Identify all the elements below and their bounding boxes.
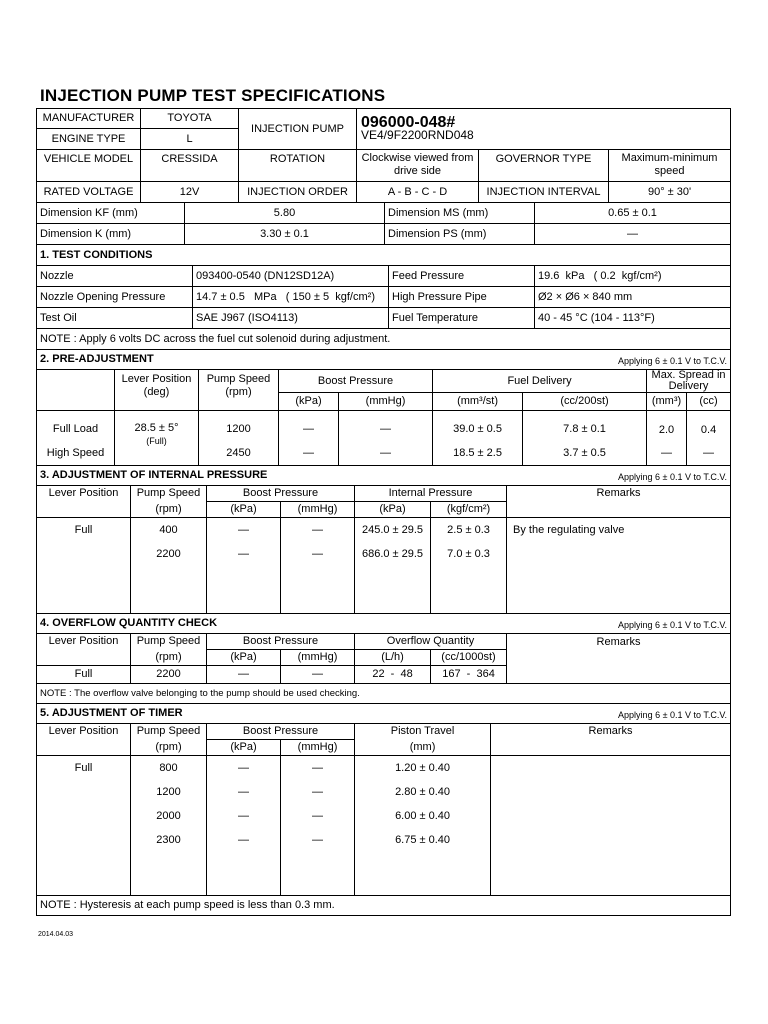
rotation-label: ROTATION (239, 150, 357, 182)
tm-unit-mmhg: (mmHg) (281, 740, 355, 756)
injection-pump-label: INJECTION PUMP (239, 109, 357, 150)
tm-speed-value: 800 (159, 762, 178, 774)
pre-row-name: High Speed (46, 447, 105, 459)
pre-speed-value: 2450 (226, 447, 251, 459)
pre-unit-mm3: (mm³) (647, 393, 687, 411)
timer-heading: 5. ADJUSTMENT OF TIMER (37, 704, 355, 724)
ip-ipkpa-value: 245.0 ± 29.5 (361, 524, 424, 536)
injection-order-label: INJECTION ORDER (239, 182, 357, 203)
overflow-note: NOTE : The overflow valve belonging to the pump should be used checking. (37, 684, 731, 704)
page-title: INJECTION PUMP TEST SPECIFICATIONS (40, 86, 386, 105)
tm-mmhg-value: — (312, 834, 324, 846)
ip-ipkgf-value: 2.5 ± 0.3 (447, 524, 490, 536)
tm-travel-value: 1.20 ± 0.40 (395, 762, 451, 774)
tm-unit-rpm: (rpm) (131, 740, 207, 756)
timer-table (36, 703, 731, 916)
ip-ipkpa-cell (355, 518, 431, 614)
test-conditions-note: NOTE : Apply 6 volts DC across the fuel cut solenoid during adjustment. (37, 329, 731, 350)
ip-lever-unit-blank (37, 502, 131, 518)
dim-k-value: 3.30 ± 0.1 (185, 224, 385, 245)
pre-mmhg-value: — (380, 423, 392, 435)
tm-mmhg-value: — (312, 810, 324, 822)
of-unit-lh: (L/h) (355, 650, 431, 666)
internal-pressure-table (36, 465, 731, 614)
header-table (36, 108, 731, 203)
rated-voltage-value: 12V (141, 182, 239, 203)
pre-mmhg-value: — (380, 447, 392, 459)
overflow-heading: 4. OVERFLOW QUANTITY CHECK (37, 614, 431, 634)
pre-adjustment-applying: Applying 6 ± 0.1 V to T.C.V. (433, 350, 731, 370)
of-unit-kpa: (kPa) (207, 650, 281, 666)
pre-kpa-value: — (303, 423, 314, 435)
vehicle-model-value: CRESSIDA (141, 150, 239, 182)
overflow-applying: Applying 6 ± 0.1 V to T.C.V. (431, 614, 731, 634)
pre-cc200-cell (523, 411, 647, 466)
tm-kpa-value: — (238, 834, 249, 846)
of-cc1000-value: 167 - 364 (431, 666, 507, 684)
injection-order-value: A - B - C - D (357, 182, 479, 203)
ip-boost-header: Boost Pressure (207, 486, 355, 502)
of-remarks-header: Remarks (507, 634, 731, 684)
pre-cc-cell (687, 411, 731, 466)
pre-cc200-value: 7.8 ± 0.1 (563, 423, 606, 435)
ip-internal-header: Internal Pressure (355, 486, 507, 502)
tm-travel-value: 6.75 ± 0.40 (395, 834, 451, 846)
pre-kpa-cell (279, 411, 339, 466)
pre-cc200-value: 3.7 ± 0.5 (563, 447, 606, 459)
dim-ms-value: 0.65 ± 0.1 (535, 203, 731, 224)
tm-mmhg-cell (281, 756, 355, 896)
ip-speed-value: 400 (159, 524, 178, 536)
nozzle-label: Nozzle (37, 266, 193, 287)
ip-ipkgf-value: 7.0 ± 0.3 (447, 548, 490, 560)
tm-kpa-value: — (238, 762, 249, 774)
test-oil-label: Test Oil (37, 308, 193, 329)
ip-lever-header: Lever Position (37, 486, 131, 502)
pre-unit-mm3st: (mm³/st) (433, 393, 523, 411)
nozzle-opening-label: Nozzle Opening Pressure (37, 287, 193, 308)
pre-lever-header: Lever Position (deg) (115, 370, 199, 411)
rated-voltage-label: RATED VOLTAGE (37, 182, 141, 203)
ip-speed-value: 2200 (156, 548, 181, 560)
pre-mm3-value: — (661, 447, 673, 459)
internal-pressure-applying: Applying 6 ± 0.1 V to T.C.V. (431, 466, 731, 486)
dim-ms-label: Dimension MS (mm) (385, 203, 535, 224)
ip-ipkgf-cell (431, 518, 507, 614)
ip-ipkpa-value: 686.0 ± 29.5 (361, 548, 424, 560)
tm-remarks-unit-blank (491, 740, 731, 756)
tm-travel-value: 2.80 ± 0.40 (395, 786, 451, 798)
tm-travel-cell (355, 756, 491, 896)
pre-spread-header: Max. Spread in Delivery (647, 370, 731, 393)
pump-number: 096000-048# (361, 114, 456, 131)
of-lever-header: Lever Position (37, 634, 131, 650)
pre-adjustment-table (36, 349, 731, 466)
ip-kpa-value: — (238, 548, 249, 560)
pre-cc-value: — (703, 447, 715, 459)
tm-speed-header: Pump Speed (131, 724, 207, 740)
test-conditions-heading: 1. TEST CONDITIONS (37, 245, 731, 266)
tm-speed-cell (131, 756, 207, 896)
ip-remarks-unit-blank (507, 502, 731, 518)
ip-kpa-cell (207, 518, 281, 614)
ip-kpa-value: — (238, 524, 249, 536)
nozzle-opening-value: 14.7 ± 0.5 MPa ( 150 ± 5 kgf/cm²) (193, 287, 389, 308)
pre-mm3st-value: 18.5 ± 2.5 (453, 447, 502, 459)
ip-remarks-value: By the regulating valve (513, 524, 625, 536)
pump-model: VE4/9F2200RND048 (361, 128, 474, 142)
governor-type-value: Maximum-minimum speed (609, 150, 731, 182)
spec-table (36, 108, 730, 916)
dim-kf-value: 5.80 (185, 203, 385, 224)
tm-mmhg-value: — (312, 786, 324, 798)
tm-mmhg-value: — (312, 762, 324, 774)
of-speed-value: 2200 (131, 666, 207, 684)
of-speed-header: Pump Speed (131, 634, 207, 650)
pre-unit-mmhg: (mmHg) (339, 393, 433, 411)
hp-pipe-label: High Pressure Pipe (389, 287, 535, 308)
document-date: 2014.04.03 (38, 931, 74, 938)
pre-cc-value: 0.4 (700, 424, 717, 436)
tm-lever-header: Lever Position (37, 724, 131, 740)
governor-type-label: GOVERNOR TYPE (479, 150, 609, 182)
manufacturer-label: MANUFACTURER (37, 109, 141, 129)
tm-kpa-cell (207, 756, 281, 896)
pre-mm3st-value: 39.0 ± 0.5 (453, 423, 502, 435)
manufacturer-value: TOYOTA (141, 109, 239, 129)
timer-applying: Applying 6 ± 0.1 V to T.C.V. (355, 704, 731, 724)
tm-lever-value: Full (37, 756, 131, 896)
pre-unit-cc: (cc) (687, 393, 731, 411)
of-unit-rpm: (rpm) (131, 650, 207, 666)
of-boost-header: Boost Pressure (207, 634, 355, 650)
tm-boost-header: Boost Pressure (207, 724, 355, 740)
tm-speed-value: 1200 (156, 786, 181, 798)
tm-kpa-value: — (238, 786, 249, 798)
tm-remarks-cell (491, 756, 731, 896)
of-kpa-value: — (207, 666, 281, 684)
pre-mmhg-cell (339, 411, 433, 466)
tm-remarks-header: Remarks (491, 724, 731, 740)
test-oil-value: SAE J967 (ISO4113) (193, 308, 389, 329)
fuel-temp-value: 40 - 45 °C (104 - 113°F) (535, 308, 731, 329)
tm-kpa-value: — (238, 810, 249, 822)
ip-mmhg-cell (281, 518, 355, 614)
rotation-value: Clockwise viewed from drive side (357, 150, 479, 182)
ip-unit-mmhg: (mmHg) (281, 502, 355, 518)
pre-blank-header (37, 370, 115, 411)
dimensions-table (36, 202, 731, 245)
pre-fuel-header: Fuel Delivery (433, 370, 647, 393)
timer-note: NOTE : Hysteresis at each pump speed is less than 0.3 mm. (37, 896, 731, 916)
tm-piston-header: Piston Travel (355, 724, 491, 740)
pre-unit-cc200: (cc/200st) (523, 393, 647, 411)
ip-remarks-value (513, 542, 727, 566)
injection-interval-label: INJECTION INTERVAL (479, 182, 609, 203)
nozzle-value: 093400-0540 (DN12SD12A) (193, 266, 389, 287)
pre-unit-kpa: (kPa) (279, 393, 339, 411)
pre-mm3-value: 2.0 (658, 424, 675, 436)
of-lh-value: 22 - 48 (355, 666, 431, 684)
ip-unit-kpa2: (kPa) (355, 502, 431, 518)
overflow-table (36, 613, 731, 704)
ip-unit-kpa: (kPa) (207, 502, 281, 518)
hp-pipe-value: Ø2 × Ø6 × 840 mm (535, 287, 731, 308)
pre-row-names (37, 411, 115, 466)
pre-adjustment-heading: 2. PRE-ADJUSTMENT (37, 350, 433, 370)
engine-type-value: L (141, 129, 239, 150)
engine-type-label: ENGINE TYPE (37, 129, 141, 150)
pre-mm3-cell (647, 411, 687, 466)
test-conditions-table (36, 244, 731, 350)
pre-lever-cell (115, 411, 199, 466)
tm-unit-kpa: (kPa) (207, 740, 281, 756)
pre-lever-sub: (Full) (146, 436, 167, 446)
tm-lever-unit-blank (37, 740, 131, 756)
ip-mmhg-value: — (312, 524, 323, 536)
ip-mmhg-value: — (312, 548, 323, 560)
tm-travel-value: 6.00 ± 0.40 (395, 810, 451, 822)
dim-kf-label: Dimension KF (mm) (37, 203, 185, 224)
pre-speed-value: 1200 (226, 423, 251, 435)
pre-boost-header: Boost Pressure (279, 370, 433, 393)
of-unit-mmhg: (mmHg) (281, 650, 355, 666)
ip-unit-rpm: (rpm) (131, 502, 207, 518)
vehicle-model-label: VEHICLE MODEL (37, 150, 141, 182)
pre-speed-header: Pump Speed (rpm) (199, 370, 279, 411)
pre-row-name: Full Load (52, 423, 99, 435)
of-lever-unit-blank (37, 650, 131, 666)
tm-speed-value: 2000 (156, 810, 181, 822)
of-lever-value: Full (37, 666, 131, 684)
pump-id-cell (357, 109, 731, 150)
of-unit-cc1000: (cc/1000st) (431, 650, 507, 666)
injection-interval-value: 90° ± 30' (609, 182, 731, 203)
ip-speed-cell (131, 518, 207, 614)
dim-k-label: Dimension K (mm) (37, 224, 185, 245)
tm-unit-mm: (mm) (355, 740, 491, 756)
dim-ps-label: Dimension PS (mm) (385, 224, 535, 245)
feed-pressure-label: Feed Pressure (389, 266, 535, 287)
ip-unit-kgf: (kgf/cm²) (431, 502, 507, 518)
pre-mm3st-cell (433, 411, 523, 466)
dim-ps-value: — (535, 224, 731, 245)
of-overflow-header: Overflow Quantity (355, 634, 507, 650)
pre-kpa-value: — (303, 447, 314, 459)
ip-lever-value: Full (37, 518, 131, 614)
internal-pressure-heading: 3. ADJUSTMENT OF INTERNAL PRESSURE (37, 466, 431, 486)
ip-remarks-header: Remarks (507, 486, 731, 502)
ip-remarks-cell (507, 518, 731, 614)
pre-lever-value: 28.5 ± 5° (134, 422, 179, 434)
feed-pressure-value: 19.6 kPa ( 0.2 kgf/cm²) (535, 266, 731, 287)
ip-speed-header: Pump Speed (131, 486, 207, 502)
pre-speed-cell (199, 411, 279, 466)
of-mmhg-value: — (281, 666, 355, 684)
fuel-temp-label: Fuel Temperature (389, 308, 535, 329)
tm-speed-value: 2300 (156, 834, 181, 846)
